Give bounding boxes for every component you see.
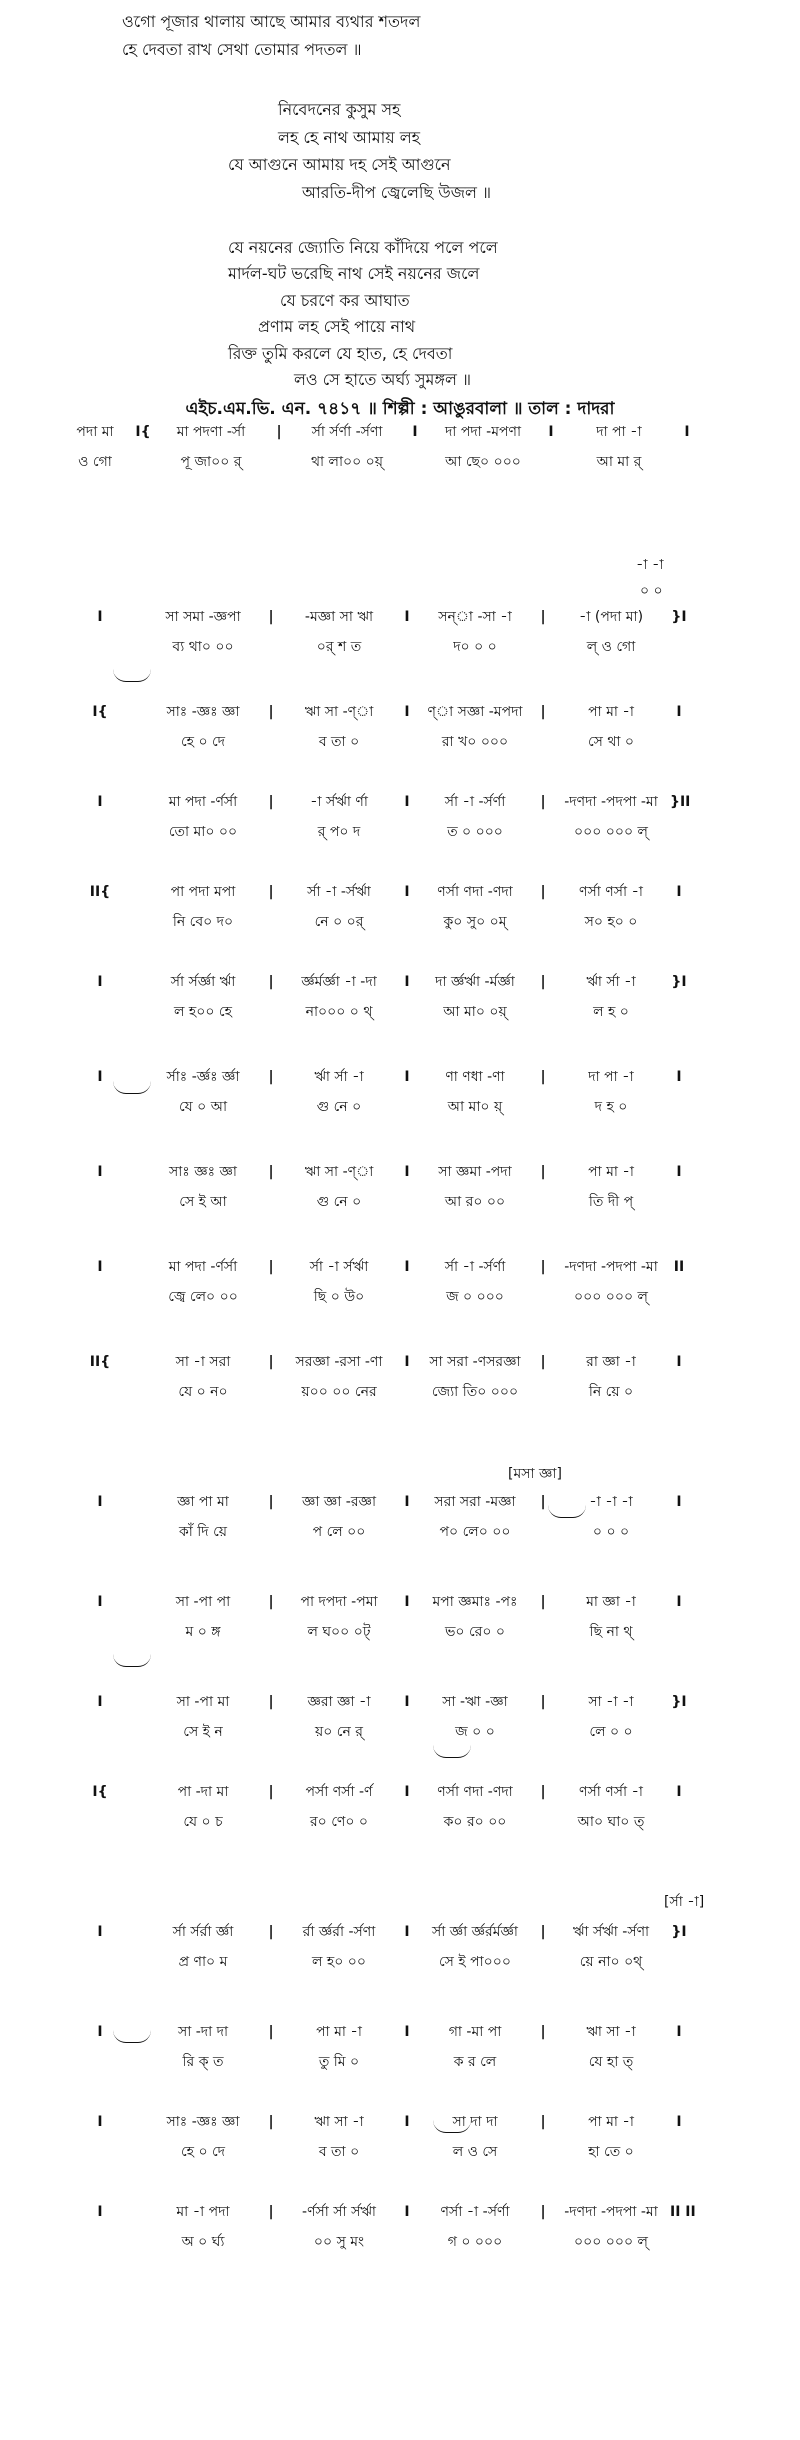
bar-line: I: [97, 2204, 103, 2220]
bar-line: |: [268, 1784, 274, 1800]
poem-line: রিক্ত তুমি করলে যে হাত, হে দেবতা: [228, 344, 453, 363]
bar-line: }I: [671, 974, 687, 990]
swara-cell: -মজ্ঞা সা ঋা: [304, 609, 374, 625]
lyric-cell: ছি ০ উ০: [313, 1289, 365, 1305]
bar-line: |: [268, 974, 274, 990]
bar-line: |: [540, 1924, 546, 1940]
poem-line: যে আগুনে আমায় দহ সেই আগুনে: [228, 155, 451, 174]
bar-line: I: [97, 1164, 103, 1180]
lyric-cell: ল ঘ০০ ০ট্: [307, 1624, 371, 1640]
swara-annotation: ০ ০: [640, 583, 663, 599]
bar-line: |: [268, 884, 274, 900]
lyric-cell: ০র্ শ ত: [316, 639, 362, 655]
lyric-cell: সে ই পা০০০: [439, 1954, 511, 1970]
lyric-row: [56, 820, 688, 844]
bar-line: I: [97, 974, 103, 990]
bar-line: }II: [670, 794, 691, 810]
bar-line: I: [676, 2114, 682, 2130]
lyric-cell: হা তে ০: [588, 2144, 634, 2160]
swara-cell: র্সা -া -র্সর্ঋা: [307, 884, 371, 900]
swara-cell: গা -মা পা: [448, 2024, 502, 2040]
bar-line: |: [268, 1494, 274, 1510]
swara-cell: দা র্জ্ঞর্ঋা -র্মর্জ্ঞা: [435, 974, 515, 990]
bar-line: |: [268, 794, 274, 810]
lyric-cell: আ র০ ০০: [444, 1194, 506, 1210]
bar-line: |: [540, 1594, 546, 1610]
bar-line: I: [404, 1494, 410, 1510]
lyric-cell: নি য়ে ০: [588, 1384, 634, 1400]
swara-cell: সন্া -সা -া: [438, 609, 512, 625]
lyric-cell: প্র ণা০ ম: [178, 1954, 228, 1970]
lyric-cell: ০০ সু মং: [313, 2234, 365, 2250]
bar-line: |: [540, 1259, 546, 1275]
lyric-cell: যে হা ত্: [588, 2054, 634, 2070]
swara-cell: সাঃ -জ্ঞঃ জ্ঞা: [166, 2114, 240, 2130]
lyric-cell: অ ০ র্ঘ্য: [181, 2234, 225, 2250]
record-info-header: এইচ.এম.ভি. এন. ৭৪১৭ ॥ শিল্পী : আঙুরবালা ॥ তাল : দাদরা: [185, 399, 615, 419]
lyric-row: [56, 1520, 688, 1544]
swara-cell: -দণদা -পদপা -মা: [564, 2204, 658, 2220]
bar-line: I: [676, 1164, 682, 1180]
lyric-cell: না০০০ ০ থ্: [305, 1004, 373, 1020]
bar-line: I: [97, 1694, 103, 1710]
swara-cell: পর্সা ণর্সা -র্ণ: [305, 1784, 373, 1800]
bar-line: I: [676, 704, 682, 720]
swara-row: [56, 790, 691, 814]
swara-cell: মা -া পদা: [176, 2204, 230, 2220]
swara-cell: সা -া সরা: [175, 1354, 231, 1370]
bar-line: I: [404, 2114, 410, 2130]
bar-line: I: [97, 2024, 103, 2040]
swara-cell: পা পদা মপা: [170, 884, 236, 900]
poem-line: মার্দল-ঘট ভরেছি নাথ সেই নয়নের জলে: [228, 264, 480, 283]
swara-cell: র্ঋা র্সা -া: [314, 1069, 364, 1085]
swara-cell: সাঃ -জ্ঞঃ জ্ঞা: [166, 704, 240, 720]
bar-line: I: [97, 609, 103, 625]
bar-line: |: [540, 704, 546, 720]
swara-cell: পা মা -া: [316, 2024, 362, 2040]
poem-line: আরতি-দীপ জ্বেলেছি উজল ॥: [302, 183, 492, 202]
bar-line: I: [97, 2114, 103, 2130]
bar-line: I: [404, 1164, 410, 1180]
slur-arc: [433, 1745, 471, 1758]
swara-cell: র্জ্ঞর্মর্জ্ঞা -া -দা: [301, 974, 377, 990]
lyric-cell: রি ক্ ত: [182, 2054, 224, 2070]
lyric-cell: গ ০ ০০০: [447, 2234, 503, 2250]
swara-row: [56, 605, 688, 629]
swara-cell: পা -দা মা: [177, 1784, 229, 1800]
swara-row: [56, 1590, 688, 1614]
lyric-row: [56, 1720, 688, 1744]
swara-cell: সা সরা -ণসরজ্ঞা: [429, 1354, 521, 1370]
swara-cell: মা জ্ঞা -া: [586, 1594, 636, 1610]
swara-cell: সা -ঋা -জ্ঞা: [442, 1694, 508, 1710]
bar-line: |: [268, 1694, 274, 1710]
lyric-cell: তো মা০ ০০: [168, 824, 238, 840]
lyric-cell: জ্যো তি০ ০০০: [431, 1384, 519, 1400]
swara-cell: -া (পদা মা): [578, 609, 644, 625]
bar-line: I: [404, 2024, 410, 2040]
lyric-cell: লে ০ ০: [589, 1724, 633, 1740]
swara-annotation: [মসা জ্ঞা]: [508, 1466, 562, 1482]
bar-line: II{: [89, 1354, 111, 1370]
swara-row: [56, 1350, 688, 1374]
bar-line: |: [268, 704, 274, 720]
bar-line: }I: [671, 609, 687, 625]
swara-cell: ণর্সা ণদা -ণদা: [437, 884, 513, 900]
bar-line: I: [97, 1494, 103, 1510]
lyric-cell: হে ০ দে: [180, 2144, 226, 2160]
swara-row: [56, 970, 688, 994]
lyric-cell: ল হ০০ হে: [174, 1004, 232, 1020]
lyric-row: [56, 2230, 688, 2254]
bar-line: I: [404, 2204, 410, 2220]
swara-row: [56, 420, 696, 444]
swara-cell: ঋা সা -ণ্া: [304, 1164, 374, 1180]
swara-row: [56, 700, 688, 724]
slur-arc: [113, 1654, 151, 1667]
lyric-cell: কাঁ দি য়ে: [178, 1524, 228, 1540]
lyric-cell: ভ০ রে০ ০: [444, 1624, 506, 1640]
bar-line: |: [540, 1694, 546, 1710]
bar-line: |: [540, 1164, 546, 1180]
bar-line: I: [676, 1784, 682, 1800]
bar-line: I: [412, 424, 418, 440]
lyric-cell: নে ০ ০র্: [314, 914, 364, 930]
bar-line: |: [268, 1069, 274, 1085]
bar-line: I: [676, 2024, 682, 2040]
lyric-cell: য়০০ ০০ নের: [301, 1384, 377, 1400]
lyric-cell: র্ প০ দ: [317, 824, 361, 840]
swara-cell: সাঃ জ্ঞঃ জ্ঞা: [169, 1164, 237, 1180]
swara-cell: পদা মা: [76, 424, 114, 440]
bar-line: }I: [671, 1694, 687, 1710]
lyric-cell: ল হ০ ০০: [312, 1954, 366, 1970]
slur-arc: [548, 1505, 586, 1518]
lyric-cell: ত ০ ০০০: [447, 824, 503, 840]
bar-line: I: [97, 794, 103, 810]
bar-line: I: [97, 1069, 103, 1085]
lyric-row: [56, 730, 688, 754]
bar-line: I: [404, 1354, 410, 1370]
swara-cell: ঋা সা -ণ্া: [304, 704, 374, 720]
bar-line: I: [404, 1694, 410, 1710]
lyric-cell: আ মা র্: [596, 454, 642, 470]
swara-cell: মা পদা -র্ণর্সা: [168, 1259, 238, 1275]
swara-cell: পা দপদা -পমা: [300, 1594, 378, 1610]
swara-annotation: -া -া: [636, 557, 664, 573]
lyric-cell: ল হ ০: [593, 1004, 629, 1020]
bar-line: |: [268, 2204, 274, 2220]
lyric-row: [56, 1950, 688, 1974]
lyric-cell: ও গো: [78, 454, 112, 470]
bar-line: |: [268, 609, 274, 625]
bar-line: |: [540, 609, 546, 625]
swara-cell: দা পদা -মপণা: [444, 424, 522, 440]
lyric-cell: ব তা ০: [318, 2144, 360, 2160]
bar-line: I: [404, 794, 410, 810]
bar-line: I: [404, 1924, 410, 1940]
bar-line: I: [676, 1594, 682, 1610]
bar-line: |: [268, 2024, 274, 2040]
bar-line: |: [540, 1354, 546, 1370]
swara-cell: পা মা -া: [588, 1164, 634, 1180]
bar-line: |: [540, 2204, 546, 2220]
bar-line: }I: [671, 1924, 687, 1940]
lyric-cell: ম ০ ঙ্গ: [185, 1624, 221, 1640]
swara-cell: ণর্সা -া -র্সর্ণা: [440, 2204, 510, 2220]
swara-row: [56, 1065, 688, 1089]
bar-line: |: [268, 2114, 274, 2130]
swara-cell: সা জ্ঞমা -পদা: [438, 1164, 512, 1180]
lyric-cell: য়০ নে র্: [315, 1724, 363, 1740]
swara-cell: ণর্সা ণর্সা -া: [579, 884, 643, 900]
swara-cell: সা দা দা: [452, 2114, 498, 2130]
bar-line: I: [97, 1594, 103, 1610]
lyric-row: [56, 1620, 688, 1644]
swara-cell: সা -া -া: [588, 1694, 634, 1710]
lyric-cell: ক০ র০ ০০: [443, 1814, 507, 1830]
swara-cell: সা -পা মা: [176, 1694, 230, 1710]
swara-cell: রা জ্ঞা -া: [586, 1354, 636, 1370]
lyric-cell: আ ছে০ ০০০: [445, 454, 521, 470]
swara-cell: মা পদণা -র্সা: [176, 424, 246, 440]
swara-cell: র্সা -া -র্সর্ণা: [444, 1259, 506, 1275]
lyric-cell: র০ ণে০ ০: [309, 1814, 369, 1830]
bar-line: II{: [89, 884, 111, 900]
swara-cell: ণর্সা ণর্সা -া: [579, 1784, 643, 1800]
lyric-cell: যে ০ আ: [178, 1099, 228, 1115]
bar-line: |: [540, 794, 546, 810]
swara-cell: ণর্সা ণদা -ণদা: [437, 1784, 513, 1800]
poem-line: যে চরণে কর আঘাত: [280, 291, 410, 310]
lyric-row: [56, 1810, 688, 1834]
bar-line: |: [268, 1354, 274, 1370]
lyric-cell: আ মা০ য়্: [447, 1099, 503, 1115]
lyric-cell: পূ জা০০ র্: [180, 454, 242, 470]
bar-line: |: [276, 424, 282, 440]
bar-line: I: [404, 609, 410, 625]
swara-cell: সরা সরা -মজ্ঞা: [434, 1494, 516, 1510]
lyric-cell: কু০ সু০ ০ম্: [443, 914, 507, 930]
swara-cell: জ্ঞরা জ্ঞা -া: [307, 1694, 371, 1710]
lyric-cell: ০ ০ ০: [592, 1524, 630, 1540]
poem-line: যে নয়নের জ্যোতি নিয়ে কাঁদিয়ে পলে পলে: [228, 238, 498, 257]
lyric-cell: যে ০ ন০: [178, 1384, 228, 1400]
bar-line: |: [268, 1164, 274, 1180]
poem-line: লও সে হাতে অর্ঘ্য সুমঙ্গল ॥: [294, 370, 472, 389]
bar-line: I: [684, 424, 690, 440]
poem-line: নিবেদনের কুসুম সহ: [278, 100, 401, 119]
lyric-cell: সে থা ০: [587, 734, 635, 750]
lyric-cell: ক র লে: [453, 2054, 497, 2070]
swara-cell: পা মা -া: [588, 2114, 634, 2130]
swara-cell: জ্ঞা পা মা: [177, 1494, 229, 1510]
swara-cell: জ্ঞা জ্ঞা -রজ্ঞা: [301, 1494, 377, 1510]
bar-line: I{: [92, 1784, 108, 1800]
bar-line: |: [540, 2114, 546, 2130]
lyric-cell: তু মি ০: [318, 2054, 360, 2070]
swara-row: [56, 1690, 688, 1714]
bar-line: I: [97, 1924, 103, 1940]
lyric-cell: ০০০ ০০০ ল্: [574, 2234, 648, 2250]
bar-line: |: [540, 1494, 546, 1510]
bar-line: I: [404, 1069, 410, 1085]
lyric-row: [56, 1285, 688, 1309]
swara-cell: র্সাঃ -র্জ্ঞঃ র্জ্ঞা: [166, 1069, 240, 1085]
bar-line: I: [404, 1594, 410, 1610]
lyric-cell: দ হ ০: [594, 1099, 628, 1115]
bar-line: |: [268, 1924, 274, 1940]
slur-arc: [113, 1081, 151, 1094]
bar-line: |: [540, 2024, 546, 2040]
lyric-row: [56, 1000, 688, 1024]
swara-row: [56, 2200, 696, 2224]
bar-line: I: [676, 1354, 682, 1370]
lyric-row: [56, 1380, 688, 1404]
swara-cell: র্সা -া -র্সর্ণা: [444, 794, 506, 810]
lyric-cell: ০০০ ০০০ ল্: [574, 824, 648, 840]
swara-cell: ঋা সা -া: [314, 2114, 364, 2130]
swara-cell: র্সা -া র্সর্ঋা: [309, 1259, 369, 1275]
bar-line: I: [404, 1784, 410, 1800]
lyric-cell: ল্ ও গো: [586, 639, 636, 655]
lyric-cell: গু নে ০: [316, 1194, 362, 1210]
lyric-cell: আ মা০ ০য়্: [443, 1004, 507, 1020]
poem-line: লহ হে নাথ আমায় লহ: [278, 128, 421, 147]
bar-line: I: [404, 1259, 410, 1275]
lyric-row: [56, 1095, 688, 1119]
lyric-cell: ব্য থা০ ০০: [172, 639, 234, 655]
swara-annotation: [র্সা -া]: [664, 1894, 705, 1910]
lyric-cell: ০০০ ০০০ ল্: [574, 1289, 648, 1305]
swara-cell: মপা জ্ঞমাঃ -পঃ: [432, 1594, 518, 1610]
lyric-row: [56, 2140, 688, 2164]
swara-cell: মা পদা -র্ণর্সা: [168, 794, 238, 810]
bar-line: |: [540, 1784, 546, 1800]
lyric-cell: প০ লে০ ০০: [439, 1524, 511, 1540]
swara-cell: র্রা র্জ্ঞর্রা -র্সণা: [302, 1924, 376, 1940]
swara-row: [56, 1920, 688, 1944]
lyric-cell: থা লা০০ ০য়্: [310, 454, 384, 470]
lyric-cell: য়ে না০ ০থ্: [579, 1954, 643, 1970]
lyric-row: [56, 2050, 688, 2074]
swara-cell: ঋা সা -া: [586, 2024, 636, 2040]
bar-line: |: [268, 1594, 274, 1610]
lyric-cell: দ০ ০ ০: [453, 639, 497, 655]
bar-line: |: [540, 974, 546, 990]
lyric-cell: গু নে ০: [316, 1099, 362, 1115]
lyric-cell: জ্বে লে০ ০০: [168, 1289, 238, 1305]
swara-row: [56, 1780, 688, 1804]
swara-cell: -া র্সর্ঋা র্ণা: [310, 794, 368, 810]
swara-cell: পা মা -া: [588, 704, 634, 720]
lyric-cell: রা খ০ ০০০: [441, 734, 509, 750]
swara-cell: -া -া -া: [589, 1494, 633, 1510]
swara-cell: সা -দা দা: [177, 2024, 229, 2040]
swara-cell: ণ্া সজ্ঞা -মপদা: [427, 704, 523, 720]
swara-cell: দা পা -া: [588, 1069, 634, 1085]
swara-cell: র্সা র্জ্ঞা র্জ্ঞর্রর্মর্জ্ঞা: [431, 1924, 518, 1940]
bar-line: I: [676, 884, 682, 900]
swara-cell: দা পা -া: [596, 424, 642, 440]
bar-line: I: [97, 1259, 103, 1275]
bar-line: |: [540, 1069, 546, 1085]
bar-line: II: [673, 1259, 685, 1275]
lyric-cell: জ ০ ০: [455, 1724, 495, 1740]
swara-cell: সা -পা পা: [175, 1594, 231, 1610]
swara-row: [56, 1255, 688, 1279]
swara-row: [56, 1160, 688, 1184]
lyric-cell: ল ও সে: [452, 2144, 498, 2160]
lyric-row: [56, 910, 688, 934]
lyric-cell: তি দী প্: [588, 1194, 634, 1210]
lyric-cell: ছি না থ্: [589, 1624, 633, 1640]
swara-cell: র্সা র্সর্ণা -র্সণা: [311, 424, 383, 440]
swara-cell: র্সা র্সর্জ্ঞা র্ঋা: [170, 974, 236, 990]
bar-line: I{: [135, 424, 151, 440]
swara-cell: র্ঋা র্সা -া: [586, 974, 636, 990]
poem-line: প্রণাম লহ সেই পায়ে নাথ: [258, 317, 416, 336]
lyric-cell: জ ০ ০০০: [446, 1289, 504, 1305]
swara-cell: র্সা র্সর্রা র্জ্ঞা: [172, 1924, 234, 1940]
bar-line: I: [404, 884, 410, 900]
bar-line: I: [404, 704, 410, 720]
lyric-cell: যে ০ চ: [183, 1814, 223, 1830]
swara-cell: ণা ণধা -ণা: [445, 1069, 505, 1085]
swara-row: [56, 880, 688, 904]
bar-line: I: [676, 1069, 682, 1085]
bar-line: I: [548, 424, 554, 440]
bar-line: II II: [670, 2204, 696, 2220]
swara-row: [56, 2110, 688, 2134]
swara-cell: র্ঋা র্সর্ঋা -র্সণা: [572, 1924, 650, 1940]
swara-cell: সা সমা -জ্ঞপা: [165, 609, 241, 625]
lyric-row: [56, 635, 688, 659]
bar-line: I{: [92, 704, 108, 720]
lyric-cell: প লে ০০: [312, 1524, 366, 1540]
bar-line: I: [404, 974, 410, 990]
swara-cell: -র্ণর্সা র্সা র্সর্ঋা: [302, 2204, 376, 2220]
lyric-cell: সে ই ন: [183, 1724, 223, 1740]
slur-arc: [113, 669, 151, 682]
bar-line: I: [676, 1494, 682, 1510]
poem-line: ওগো পূজার থালায় আছে আমার ব্যথার শতদল: [122, 12, 421, 31]
lyric-cell: নি বে০ দ০: [172, 914, 234, 930]
bar-line: |: [540, 884, 546, 900]
swara-cell: সরজ্ঞা -রসা -ণা: [295, 1354, 383, 1370]
lyric-cell: আ০ ঘা০ ত্: [577, 1814, 645, 1830]
swara-cell: -দণদা -পদপা -মা: [564, 794, 658, 810]
swara-cell: -দণদা -পদপা -মা: [564, 1259, 658, 1275]
lyric-row: [56, 1190, 688, 1214]
lyric-cell: হে ০ দে: [180, 734, 226, 750]
bar-line: |: [268, 1259, 274, 1275]
poem-line: হে দেবতা রাখ সেথা তোমার পদতল ॥: [122, 40, 362, 59]
lyric-row: [56, 450, 696, 474]
lyric-cell: ব তা ০: [318, 734, 360, 750]
lyric-cell: স০ হ০ ০: [584, 914, 638, 930]
swara-row: [56, 1490, 688, 1514]
lyric-cell: সে ই আ: [179, 1194, 227, 1210]
